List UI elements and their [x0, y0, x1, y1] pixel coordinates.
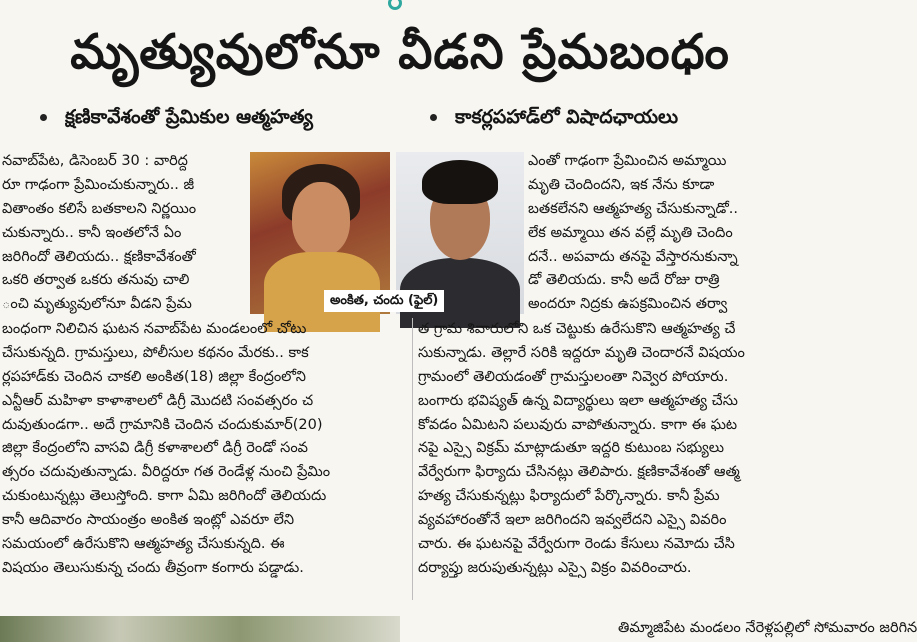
text-line: మృతి చెందిందని, ఇక నేను కూడా	[528, 176, 715, 193]
text-line: త గ్రామ శివారులోని ఒక చెట్టుకు ఉరేసుకొని ఆత్మహత్య చే	[418, 321, 736, 337]
text-line: గ్రామంలో తెలియడంతో గ్రామస్తులంతా నివ్వెర పోయారు.	[418, 368, 729, 385]
next-article-text: తిమ్మాజిపేట మండలం నేరెళ్లపల్లిలో సోమవారం జరిగిన	[618, 620, 917, 636]
text-line: చుకున్నారు.. కానీ ఇంతలోనే ఏం	[2, 224, 182, 241]
text-line: జరిగిందో తెలియదు.. క్షణికావేశంతో	[2, 248, 196, 265]
text-line: చేసుకున్నది. గ్రామస్తులు, పోలీసుల కథనం మేరకు.. కాక	[2, 344, 309, 361]
text-line: త్సరం చదువుతున్నాడు. వీరిద్దరూ గత రెండేళ్ల నుంచి ప్రేమిం	[2, 464, 331, 481]
article-column-1-continued	[2, 318, 410, 581]
subhead-left	[40, 104, 313, 130]
text-line: జిల్లా కేంద్రంలోని వాసవి డిగ్రీ కళాశాలలో డిగ్రీ రెండో సంవ	[2, 440, 308, 457]
subhead-right-text: కాకర్లపహాడ్‌లో విషాదఛాయలు	[455, 106, 679, 128]
text-line: బంగారు భవిష్యత్ ఉన్న విద్యార్థులు ఇలా ఆత్మహత్య చేసు	[418, 392, 738, 409]
headline: మృత్యువులోనూ వీడని ప్రేమబంధం	[70, 24, 730, 80]
text-line: చారు. ఈ ఘటనపై వేర్వేరుగా రెండు కేసులు నమోదు చేసి	[418, 536, 735, 553]
text-line: ఒకరి తర్వాత ఒకరు తనువు చాలి	[2, 272, 190, 289]
text-line: దువుతుండగా.. అదే గ్రామానికి చెందిన చందుకుమార్(20)	[2, 416, 323, 433]
text-line: హత్య చేసుకున్నట్లు ఫిర్యాదులో పేర్కొన్నారు. కానీ ప్రేమ	[418, 488, 720, 505]
text-line: వేర్వేరుగా ఫిర్యాదు చేసినట్లు తెలిపారు. క్షణికావేశంతో ఆత్మ	[418, 464, 740, 481]
text-line: విషయం తెలుసుకున్న చందు తీవ్రంగా కంగారు పడ్డాడు.	[2, 559, 304, 576]
article-column-1	[2, 150, 248, 317]
text-line: దర్యాప్తు జరుపుతున్నట్లు ఎస్సై విక్రం వివరించారు.	[418, 559, 692, 576]
text-line: సమయంలో ఉరేసుకొని ఆత్మహత్య చేసుకున్నది. ఈ	[2, 536, 285, 553]
text-line: దనే.. అపవాదు తనపై వేస్తారనుకున్నా	[528, 248, 738, 265]
text-line: లేక అమ్మాయి తన వల్లే మృతి చెందిం	[528, 224, 733, 241]
text-line: అందరూ నిద్రకు ఉపక్రమించిన తర్వా	[528, 296, 728, 313]
text-line: వ్యవహారంతోనే ఇలా జరిగిందని ఇవ్వలేదని ఎస్సై వివరిం	[418, 512, 727, 529]
text-line: కోవడం ఏమిటని పలువురు వాపోతున్నారు. కాగా ఈ ఘట	[418, 416, 738, 433]
bullet-dot-icon	[430, 114, 437, 121]
article-column-2-continued	[418, 318, 798, 581]
next-article-photo	[0, 616, 400, 642]
text-line: నవాబ్‌పేట, డిసెంబర్ 30 : వారిద్ద	[2, 153, 188, 169]
page-mark-icon	[388, 0, 402, 10]
text-line: డో తెలియదు. కానీ అదే రోజు రాత్రి	[528, 272, 720, 289]
text-line: కానీ ఆదివారం సాయంత్రం అంకిత ఇంట్లో ఎవరూ లేని	[2, 512, 295, 529]
column-divider	[412, 318, 413, 600]
subhead-left-text: క్షణికావేశంతో ప్రేమికుల ఆత్మహత్య	[65, 106, 313, 128]
text-line: బతకలేనని ఆత్మహత్య చేసుకున్నాడో..	[528, 200, 738, 217]
text-line: చుకుంటున్నట్లు తెలుస్తోంది. కాగా ఏమి జరిగిందో తెలియదు	[2, 488, 327, 505]
text-line: ంచి మృత్యువులోనూ వీడని ప్రేమ	[2, 296, 192, 313]
photo-caption: అంకిత, చందు (ఫైల్)	[324, 290, 444, 312]
text-line: రూ గాఢంగా ప్రేమించుకున్నారు.. జీ	[2, 176, 195, 193]
text-line: బంధంగా నిలిచిన ఘటన నవాబ్‌పేట మండలంలో చోటు	[2, 321, 307, 337]
subhead-right	[430, 104, 678, 130]
text-line: ఎంతో గాఢంగా ప్రేమించిన అమ్మాయి	[528, 153, 727, 169]
text-line: వితాంతం కలిసే బతకాలని నిర్ణయిం	[2, 200, 197, 217]
text-line: ర్లపహాడ్‌కు చెందిన చాకలి అంకిత(18) జిల్లా కేంద్రంలోని	[2, 368, 306, 385]
text-line: నపై ఎస్సై విక్రమ్ మాట్లాడుతూ ఇద్దరి కుటుంబ సభ్యులు	[418, 440, 725, 457]
text-line: సుకున్నాడు. తెల్లారే సరికి ఇద్దరూ మృతి చెందారనే విషయం	[418, 344, 745, 361]
article-column-2	[528, 150, 798, 317]
text-line: ఎన్టీఆర్ మహిళా కాళాశాలలో డిగ్రీ మొదటి సంవత్సరం చ	[2, 392, 314, 409]
bullet-dot-icon	[40, 114, 47, 121]
